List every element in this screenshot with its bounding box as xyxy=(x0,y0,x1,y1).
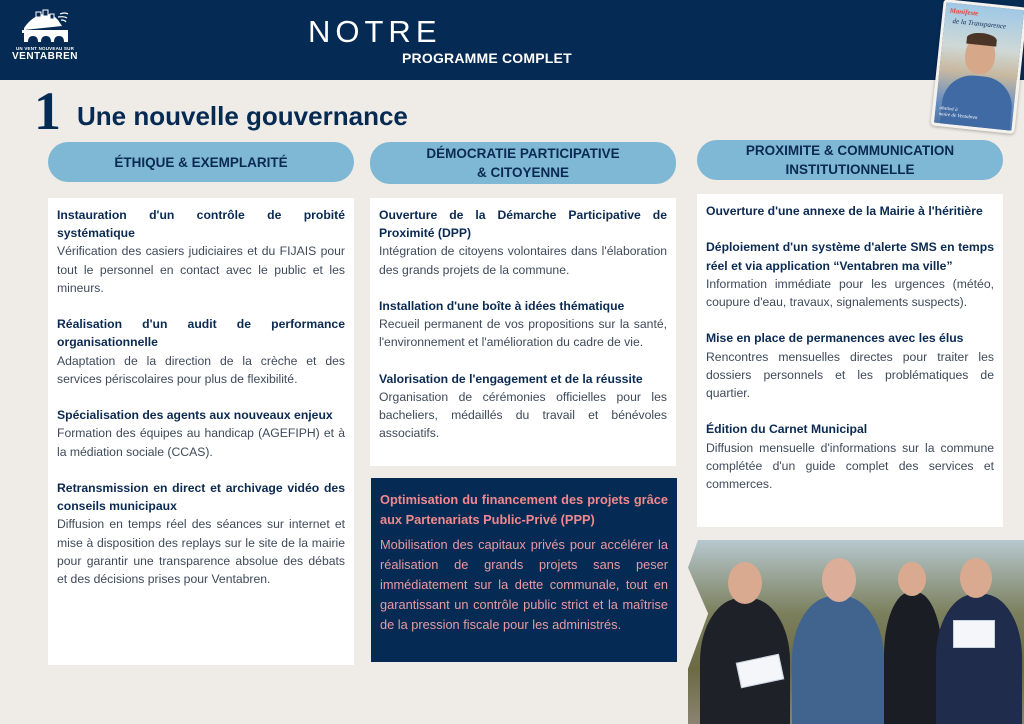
team-photo xyxy=(688,540,1024,724)
poster-footer-line1: obstiné à xyxy=(939,106,958,113)
person-2-head xyxy=(822,558,856,602)
item-heading: Instauration d'un contrôle de probité systématique xyxy=(57,208,345,241)
pill-label-line1: DÉMOCRATIE PARTICIPATIVE xyxy=(426,146,620,161)
program-item xyxy=(379,206,667,279)
person-4-head xyxy=(960,558,992,598)
program-item xyxy=(706,238,994,311)
program-item xyxy=(57,206,345,297)
ventabren-logo xyxy=(10,8,80,72)
program-item-highlight xyxy=(380,490,668,635)
person-2 xyxy=(792,596,884,724)
flyer-2 xyxy=(953,620,995,648)
person-4 xyxy=(936,594,1022,724)
item-description: Intégration de citoyens volontaires dans l'élaboration des grands projets de la commune. xyxy=(379,244,667,277)
item-description: Organisation de cérémonies officielles pour les bacheliers, médaillés du travail et bénévoles associatifs. xyxy=(379,390,667,441)
item-heading: Déploiement d'un système d'alerte SMS en temps réel et via application “Ventabren ma ville” xyxy=(706,240,994,273)
poster-footer-line2: maire de Ventabren xyxy=(938,112,978,122)
program-item xyxy=(379,297,667,352)
item-heading: Mise en place de permanences avec les élus xyxy=(706,331,964,346)
header-banner xyxy=(0,0,1024,80)
poster-portrait-body xyxy=(939,72,1015,134)
candidate-poster xyxy=(931,0,1024,134)
item-description: Recueil permanent de vos propositions sur la santé, l'environnement et l'amélioration du cadre de vie. xyxy=(379,317,667,350)
item-heading: Retransmission en direct et archivage vidéo des conseils municipaux xyxy=(57,481,345,514)
item-description: Information immédiate pour les urgences (météo, coupure d'eau, travaux, signalements suspects). xyxy=(706,276,994,309)
highlight-card-ppp xyxy=(371,478,677,662)
card-ethique xyxy=(48,198,354,665)
item-heading: Optimisation du financement des projets grâce aux Partenariats Public-Privé (PPP) xyxy=(380,492,668,527)
item-description: Adaptation de la direction de la crèche et des services périscolaires pour plus de flexibilité. xyxy=(57,353,345,386)
program-item xyxy=(57,315,345,388)
item-description: Formation des équipes au handicap (AGEFIPH) et à la médiation sociale (CCAS). xyxy=(57,426,345,459)
section-title: Une nouvelle gouvernance xyxy=(77,101,408,131)
poster-title-line1: Manifeste xyxy=(949,6,979,18)
pill-label-line2: INSTITUTIONNELLE xyxy=(785,162,915,177)
category-pill-democratie xyxy=(370,142,676,184)
person-1-head xyxy=(728,562,762,604)
person-3 xyxy=(884,592,942,724)
ventabren-village-logo-icon xyxy=(18,8,72,44)
item-heading: Réalisation d'un audit de performance organisationnelle xyxy=(57,317,345,350)
program-item xyxy=(706,420,994,493)
pill-label-line2: & CITOYENNE xyxy=(476,165,569,180)
item-heading: Édition du Carnet Municipal xyxy=(706,422,868,437)
item-heading: Ouverture de la Démarche Participative de Proximité (DPP) xyxy=(379,208,667,241)
pill-label-line1: PROXIMITE & COMMUNICATION xyxy=(745,143,955,158)
category-pill-ethique xyxy=(48,142,354,182)
program-item xyxy=(57,479,345,588)
item-heading: Spécialisation des agents aux nouveaux enjeux xyxy=(57,408,333,423)
program-item xyxy=(379,370,667,443)
card-democratie xyxy=(370,198,676,466)
item-heading: Ouverture d'une annexe de la Mairie à l'héritière xyxy=(706,204,983,218)
logo-tagline: UN VENT NOUVEAU SUR xyxy=(15,46,75,51)
item-description: Rencontres mensuelles directes pour traiter les dossiers personnels et les problématiques de quartier. xyxy=(706,349,994,400)
program-item xyxy=(57,406,345,461)
pill-label: ÉTHIQUE & EXEMPLARITÉ xyxy=(114,154,288,170)
item-description: Diffusion mensuelle d'informations sur la commune complétée d'un guide complet des services et commerces. xyxy=(706,440,994,491)
program-item xyxy=(706,202,994,220)
poster-title-line2: de la Transparence xyxy=(952,17,1007,31)
page-title: NOTRE xyxy=(308,14,442,49)
item-description: Mobilisation des capitaux privés pour accélérer la réalisation de grands projets sans peser immédiatement sur la dette communale, tout en garantissant un contrôle public strict et la maîtrise de la pression fiscale pour les administrés. xyxy=(380,537,668,632)
item-description: Diffusion en temps réel des séances sur internet et mise à disposition des replays sur le site de la mairie pour garantir une transparence absolue des débats et des décisions prises pour Ventabren. xyxy=(57,517,345,587)
item-description: Vérification des casiers judiciaires et du FIJAIS pour tout le personnel en contact avec le public et les mineurs. xyxy=(57,244,345,295)
page-subtitle: PROGRAMME COMPLET xyxy=(402,50,572,66)
item-heading: Installation d'une boîte à idées thématique xyxy=(379,299,625,313)
logo-name: VENTABREN xyxy=(12,51,78,62)
person-3-head xyxy=(898,562,926,596)
category-pill-proximite xyxy=(697,140,1003,180)
item-heading: Valorisation de l'engagement et de la réussite xyxy=(379,371,643,386)
section-number: 1 xyxy=(34,81,61,141)
program-item xyxy=(706,329,994,402)
card-proximite xyxy=(697,194,1003,527)
